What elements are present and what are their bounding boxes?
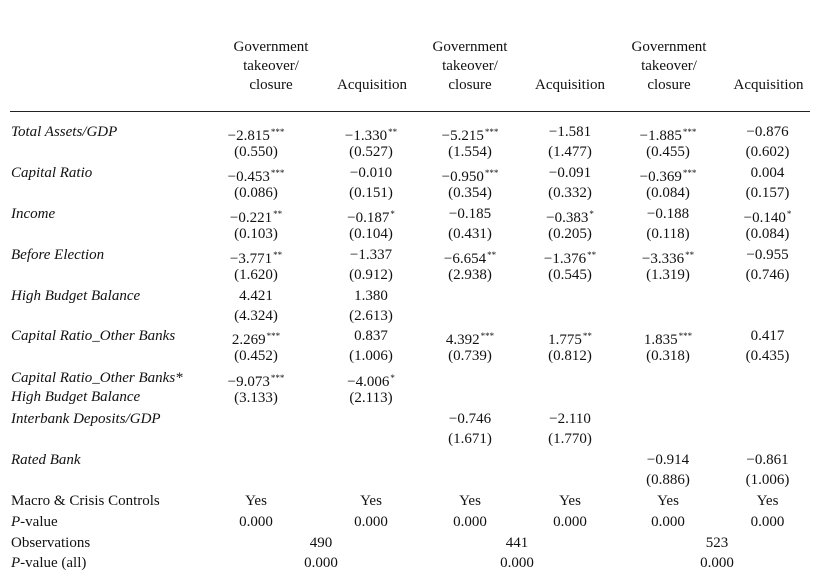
coefficient-cell: [525, 122, 615, 142]
header-col1-takeover: [206, 38, 336, 95]
significance-stars: ***: [484, 127, 499, 137]
standard-error-cell: (0.332): [548, 185, 592, 201]
standard-error-cell: (2.613): [349, 308, 393, 324]
coefficient-value: −0.221: [229, 210, 273, 226]
coefficient-value: −0.010: [349, 165, 393, 181]
row-label: Capital Ratio_Other Banks*: [11, 370, 183, 386]
header-col6-acquisition: Acquisition: [733, 77, 804, 93]
macro-controls-value: Yes: [245, 493, 267, 509]
coefficient-value: 0.004: [750, 165, 785, 181]
coefficient-cell: [618, 450, 718, 470]
coefficient-value: −0.187: [347, 210, 390, 226]
coefficient-value: −1.885: [639, 128, 682, 144]
pvalue-value: 0.000: [553, 514, 587, 530]
pvalue-label-italic: P: [11, 514, 21, 530]
significance-stars: ***: [270, 127, 285, 137]
header-line: Government: [432, 39, 508, 55]
standard-error-cell: (1.620): [234, 267, 278, 283]
coefficient-value: −0.091: [548, 165, 592, 181]
standard-error-cell: (0.103): [234, 226, 278, 242]
significance-stars: **: [685, 250, 695, 260]
standard-error-cell: (0.151): [349, 185, 393, 201]
coefficient-cell: [618, 204, 718, 224]
coefficient-value: −0.746: [448, 411, 492, 427]
coefficient-value: −0.876: [746, 124, 789, 140]
row-label: Capital Ratio: [11, 165, 93, 181]
pvalue-all-value: 0.000: [304, 555, 338, 571]
coefficient-value: 0.417: [750, 328, 785, 344]
coefficient-value: 4.392: [445, 332, 480, 348]
row-label: Before Election: [11, 247, 105, 263]
row-label: Rated Bank: [11, 452, 81, 468]
header-line: Government: [233, 39, 309, 55]
standard-error-cell: (0.746): [745, 267, 790, 283]
significance-stars: ***: [484, 168, 499, 178]
coefficient-cell: [525, 163, 615, 183]
observations-value: 523: [705, 535, 729, 551]
pvalue-all-label-italic: P: [11, 555, 21, 571]
significance-stars: **: [582, 331, 592, 341]
header-col5-takeover: [604, 38, 734, 95]
observations-value: 441: [505, 535, 529, 551]
standard-error-cell: (0.452): [234, 348, 278, 364]
header-line: takeover/: [641, 58, 697, 74]
row-label: High Budget Balance: [11, 288, 141, 304]
coefficient-value: −0.453: [227, 169, 270, 185]
standard-error-cell: (0.104): [349, 226, 393, 242]
standard-error-cell: (1.477): [548, 144, 592, 160]
significance-stars: ***: [682, 168, 697, 178]
significance-stars: *: [589, 209, 594, 219]
pvalue-all-value: 0.000: [500, 555, 534, 571]
coefficient-cell: [326, 163, 416, 183]
significance-stars: ***: [270, 168, 285, 178]
standard-error-cell: (2.113): [349, 390, 393, 406]
significance-stars: ***: [678, 331, 693, 341]
coefficient-value: 0.837: [354, 328, 388, 344]
standard-error-cell: (0.545): [548, 267, 592, 283]
row-label: Total Assets/GDP: [11, 124, 118, 140]
coefficient-cell: [720, 122, 815, 142]
standard-error-cell: (0.912): [349, 267, 393, 283]
standard-error-cell: (0.886): [646, 472, 690, 488]
coefficient-value: −0.861: [746, 452, 789, 468]
header-col3-takeover: [405, 38, 535, 95]
row-label-continued: High Budget Balance: [11, 389, 141, 405]
header-line: takeover/: [442, 58, 498, 74]
pvalue-value: 0.000: [651, 514, 685, 530]
standard-error-cell: (2.938): [448, 267, 492, 283]
significance-stars: ***: [270, 373, 285, 383]
coefficient-value: −5.215: [441, 128, 484, 144]
significance-stars: *: [390, 373, 395, 383]
significance-stars: *: [390, 209, 395, 219]
standard-error-cell: (0.431): [448, 226, 492, 242]
coefficient-value: −0.140: [743, 210, 786, 226]
coefficient-value: −0.188: [646, 206, 690, 222]
coefficient-value: −3.336: [641, 251, 685, 267]
significance-stars: ***: [266, 331, 281, 341]
significance-stars: **: [273, 209, 283, 219]
observations-value: 490: [309, 535, 333, 551]
standard-error-cell: (0.354): [448, 185, 492, 201]
header-line: Government: [631, 39, 707, 55]
macro-controls-value: Yes: [756, 493, 779, 509]
standard-error-cell: (0.205): [548, 226, 592, 242]
significance-stars: **: [388, 127, 398, 137]
macro-controls-value: Yes: [657, 493, 679, 509]
macro-controls-value: Yes: [459, 493, 481, 509]
significance-stars: ***: [480, 331, 495, 341]
standard-error-cell: (1.319): [646, 267, 690, 283]
coefficient-value: −0.955: [746, 247, 789, 263]
standard-error-cell: (0.527): [349, 144, 393, 160]
standard-error-cell: (0.602): [745, 144, 790, 160]
coefficient-cell: [326, 286, 416, 306]
coefficient-value: −6.654: [443, 251, 487, 267]
standard-error-cell: (4.324): [234, 308, 278, 324]
coefficient-value: −0.185: [448, 206, 492, 222]
row-label: Income: [11, 206, 56, 222]
row-label: Interbank Deposits/GDP: [11, 411, 161, 427]
standard-error-cell: (0.455): [646, 144, 690, 160]
standard-error-cell: (1.554): [448, 144, 492, 160]
coefficient-value: −0.369: [639, 169, 682, 185]
header-rule: [10, 111, 810, 112]
coefficient-value: 1.775: [548, 332, 582, 348]
coefficient-value: −0.950: [441, 169, 484, 185]
coefficient-cell: [720, 326, 815, 346]
coefficient-value: 1.380: [354, 288, 388, 304]
header-line: closure: [448, 77, 492, 93]
header-line: closure: [249, 77, 293, 93]
row-label: Capital Ratio_Other Banks: [11, 328, 176, 344]
coefficient-cell: [525, 409, 615, 429]
pvalue-label: [11, 512, 58, 532]
significance-stars: *: [786, 209, 792, 219]
coefficient-cell: [720, 245, 815, 265]
pvalue-label-rest: -value: [20, 514, 58, 530]
coefficient-value: −1.581: [548, 124, 592, 140]
coefficient-value: −1.337: [349, 247, 393, 263]
header-col4-acquisition: Acquisition: [535, 77, 605, 93]
significance-stars: **: [587, 250, 597, 260]
standard-error-cell: (0.157): [745, 185, 790, 201]
header-col2-acquisition: Acquisition: [337, 77, 407, 93]
pvalue-all-label: [11, 553, 86, 573]
standard-error-cell: (3.133): [234, 390, 278, 406]
header-line: takeover/: [243, 58, 299, 74]
standard-error-cell: (1.006): [745, 472, 790, 488]
coefficient-value: −1.330: [344, 128, 388, 144]
standard-error-cell: (0.318): [646, 348, 690, 364]
observations-label: Observations: [11, 535, 91, 551]
standard-error-cell: (0.086): [234, 185, 278, 201]
standard-error-cell: (1.671): [448, 431, 492, 447]
coefficient-value: −0.914: [646, 452, 690, 468]
coefficient-value: −0.383: [546, 210, 589, 226]
significance-stars: **: [273, 250, 283, 260]
significance-stars: **: [487, 250, 497, 260]
standard-error-cell: (1.006): [349, 348, 393, 364]
standard-error-cell: (0.550): [234, 144, 278, 160]
coefficient-cell: [326, 245, 416, 265]
macro-controls-label: Macro & Crisis Controls: [11, 493, 160, 509]
macro-controls-value: Yes: [360, 493, 382, 509]
coefficient-value: −9.073: [227, 374, 270, 390]
pvalue-value: 0.000: [750, 514, 785, 530]
coefficient-cell: [720, 163, 815, 183]
coefficient-cell: [196, 286, 316, 306]
coefficient-cell: [420, 409, 520, 429]
macro-controls-value: Yes: [559, 493, 581, 509]
coefficient-cell: [326, 326, 416, 346]
coefficient-cell: [720, 450, 815, 470]
coefficient-value: 2.269: [231, 332, 266, 348]
pvalue-all-label-rest: -value (all): [20, 555, 87, 571]
coefficient-value: −2.110: [549, 411, 591, 427]
coefficient-value: 1.835: [643, 332, 678, 348]
significance-stars: ***: [682, 127, 697, 137]
standard-error-cell: (0.084): [646, 185, 690, 201]
standard-error-cell: (0.118): [646, 226, 690, 242]
pvalue-value: 0.000: [354, 514, 388, 530]
standard-error-cell: (0.739): [448, 348, 492, 364]
standard-error-cell: (0.812): [548, 348, 592, 364]
coefficient-value: −3.771: [229, 251, 273, 267]
pvalue-value: 0.000: [239, 514, 273, 530]
standard-error-cell: (1.770): [548, 431, 592, 447]
coefficient-cell: [420, 204, 520, 224]
coefficient-value: −4.006: [347, 374, 390, 390]
standard-error-cell: (0.435): [745, 348, 790, 364]
coefficient-value: 4.421: [239, 288, 273, 304]
coefficient-value: −1.376: [543, 251, 587, 267]
pvalue-value: 0.000: [453, 514, 487, 530]
coefficient-value: −2.815: [227, 128, 270, 144]
header-line: closure: [647, 77, 691, 93]
pvalue-all-value: 0.000: [700, 555, 734, 571]
standard-error-cell: (0.084): [745, 226, 790, 242]
